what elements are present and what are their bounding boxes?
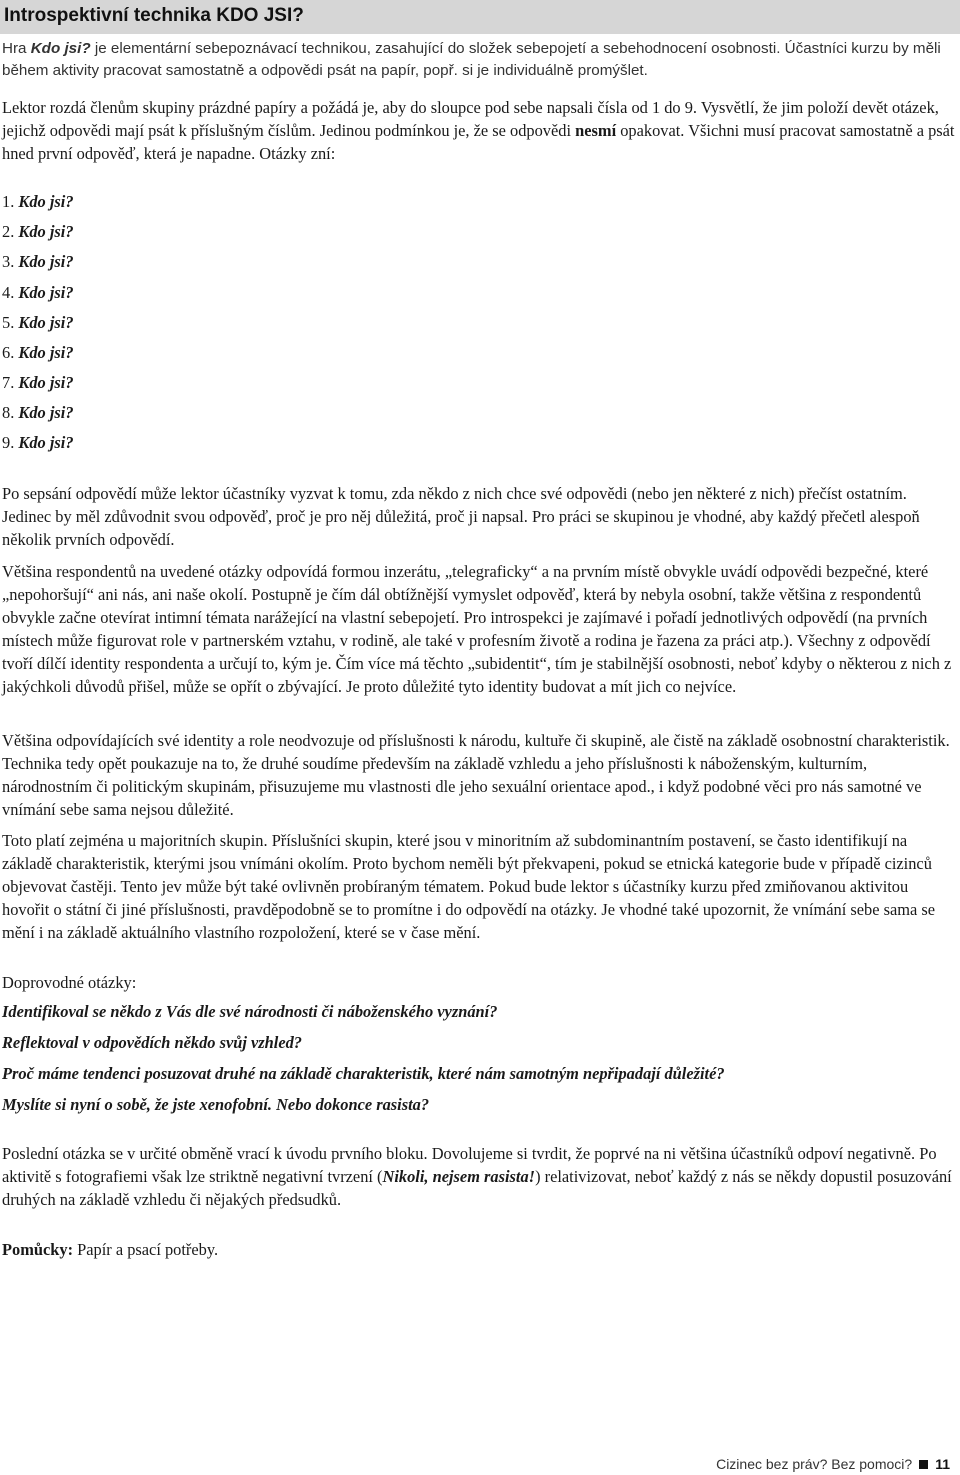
list-text: Kdo jsi? [18, 222, 74, 241]
list-item [2, 281, 74, 304]
tools-text: Papír a psací potřeby. [73, 1240, 219, 1259]
page-number: 11 [935, 1456, 950, 1472]
discussion-question: Proč máme tendenci posuzovat druhé na základě charakteristik, které nám samotným nepřipadají důležité? [2, 1064, 725, 1083]
list-item [2, 431, 74, 454]
intro-text-c: je elementární sebepoznávací technikou, zasahující do složek sebepojetí a sebehodnocení osobnosti. Účastníci kurzu by měli během aktivity pracovat samostatně a odpovědi psát na papír, popř. si je individuálně promýšlet. [2, 40, 941, 79]
list-number: 1. [2, 192, 15, 211]
paragraph-responses: Většina respondentů na uvedené otázky odpovídá formou inzerátu, „telegraficky“ a na prvním místě obvykle uvádí odpovědi bezpečné, které „nepohoršují“ ani nás, ani naše okolí. Postupně je čím dál obtížnější vymyslet odpověď, která by nebyla osobní, takže většina z respondentů obvykle začne otevírat intimní témata narážející na vlastní sebepojetí. Pro introspekci je zajímavé i pořadí jednotlivých odpovědí (na prvních místech může figurovat role v partnerském vztahu, v rodině, ale také v profesním životě a rodina je řazena za práci atp.). Všechny z odpovědí tvoří dílčí identity respondenta a určují to, kým je. Čím více má těchto „subidentit“, tím je stabilnější osobnosti, neboť kdyby o některou z nich z jakýchkoli důvodů přišel, může se opřít o zbývající. Je proto důležité tyto identity budovat a mít jich co nejvíce. [2, 562, 952, 696]
paragraph-after-list: Po sepsání odpovědí může lektor účastníky vyzvat k tomu, zda někdo z nich chce své odpovědi (nebo jen některé z nich) přečíst ostatním. Jedinec by měl zdůvodnit svou odpověď, proč je pro něj důležitá, proč ji napsal. Pro práci se skupinou je vhodné, aby každý přečetl alespoň několik prvních odpovědí. [2, 484, 920, 549]
list-number: 3. [2, 252, 15, 271]
list-number: 7. [2, 373, 15, 392]
title-bar [0, 0, 960, 34]
list-text: Kdo jsi? [18, 283, 74, 302]
discussion-question: Reflektoval v odpovědích někdo svůj vzhled? [2, 1033, 302, 1052]
discussion-question: Identifikoval se někdo z Vás dle své národnosti či náboženského vyznání? [2, 1002, 498, 1021]
list-number: 9. [2, 433, 15, 452]
list-item [2, 311, 74, 334]
intro-text-b: Kdo jsi? [30, 40, 91, 57]
list-number: 8. [2, 403, 15, 422]
page-footer [716, 1456, 950, 1472]
p6-text-c: ) relativizovat, neboť každý z nás se někdy dopustil posuzování druhých na základě vzhledu či nějakých předsudků. [2, 1167, 952, 1209]
list-item [2, 371, 74, 394]
p1-text-c: opakovat. Všichni musí pracovat samostatně a psát hned první odpověď, která je napadne. Otázky zní: [2, 121, 955, 163]
tools-label: Pomůcky: [2, 1240, 74, 1259]
intro-text-a: Hra [2, 40, 31, 57]
discussion-question: Myslíte si nyní o sobě, že jste xenofobní. Nebo dokonce rasista? [2, 1095, 430, 1114]
p6-text-a: Poslední otázka se v určité obměně vrací k úvodu prvního bloku. Dovolujeme si tvrdit, že poprvé na ni většina účastníků odpoví negativně. Po aktivitě s fotografiemi však lze striktně negativní tvrzení ( [2, 1144, 937, 1186]
list-text: Kdo jsi? [18, 343, 74, 362]
list-text: Kdo jsi? [18, 403, 74, 422]
list-text: Kdo jsi? [18, 313, 74, 332]
list-item [2, 341, 74, 364]
paragraph-majority: Toto platí zejména u majoritních skupin. Příslušníci skupin, které jsou v minoritním až subdominantním postavení, se často identifikují na základě charakteristik, kterými jsou vnímáni okolím. Proto bychom neměli být překvapeni, pokud se etnická kategorie bude v případě cizinců objevovat častěji. Tento jev může být také ovlivněn probíraným tématem. Pokud bude lektor s účastníky kurzu před zmiňovanou aktivitou hovořit o státní či jiné příslušnosti, pravděpodobně se to promítne i do odpovědí na otázky. Je vhodné také upozornit, že vnímání sebe sama se mění i na základě aktuálního vlastního rozpoložení, které se v čase mění. [2, 831, 935, 942]
p6-text-b: Nikoli, nejsem rasista! [382, 1167, 536, 1186]
list-item [2, 220, 74, 243]
list-text: Kdo jsi? [18, 252, 74, 271]
p1-text-a: Lektor rozdá členům skupiny prázdné papíry a požádá je, aby do sloupce pod sebe napsali čísla od 1 do 9. Vysvětlí, že jim položí devět otázek, jejichž odpovědi mají psát k příslušným číslům. Jedinou podmínkou je, že se odpovědi [2, 98, 939, 140]
page-title: Introspektivní technika KDO JSI? [4, 5, 304, 26]
footer-title: Cizinec bez práv? Bez pomoci? [716, 1456, 913, 1472]
tools-line [2, 1238, 958, 1261]
list-text: Kdo jsi? [18, 433, 74, 452]
list-number: 5. [2, 313, 15, 332]
square-bullet-icon [919, 1460, 928, 1469]
list-number: 4. [2, 283, 15, 302]
list-number: 2. [2, 222, 15, 241]
list-number: 6. [2, 343, 15, 362]
list-text: Kdo jsi? [18, 373, 74, 392]
intro-paragraph [2, 38, 958, 81]
instructions-paragraph [2, 96, 958, 165]
paragraph-identity: Většina odpovídajících své identity a role neodvozuje od příslušnosti k národu, kultuře či skupině, ale čistě na základě osobnostní charakteristik. Technika tedy opět poukazuje na to, že druhé soudíme především na základě vzhledu a jeho příslušnosti k náboženským, kulturním, národnostním či politickým skupinám, přisuzujeme mu vlastnosti dle jeho sexuální orientace apod., i když podobné věci pro nás samotné ve vnímání sebe sama nejsou důležité. [2, 731, 950, 819]
list-item [2, 250, 74, 273]
paragraph-last-question [2, 1142, 958, 1211]
list-text: Kdo jsi? [18, 192, 74, 211]
p1-text-b: nesmí [575, 121, 617, 140]
list-item [2, 401, 74, 424]
list-item [2, 190, 74, 213]
questions-heading: Doprovodné otázky: [2, 973, 137, 992]
